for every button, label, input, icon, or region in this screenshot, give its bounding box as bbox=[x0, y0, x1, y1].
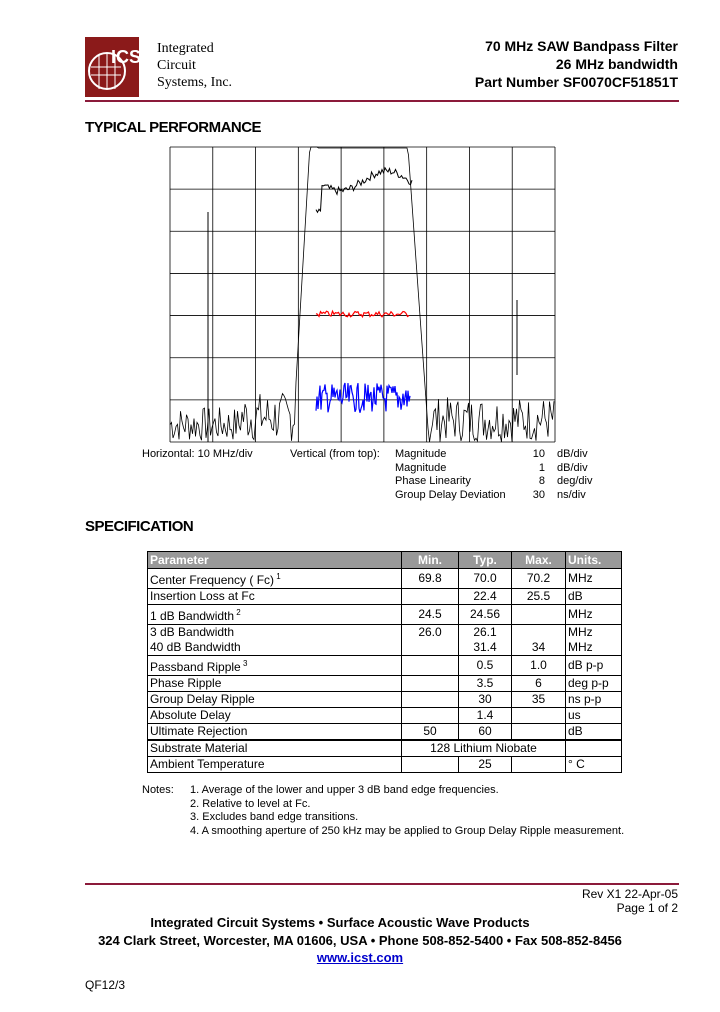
table-row bbox=[148, 656, 622, 676]
param: Insertion Loss at Fc bbox=[148, 589, 402, 605]
legend-unit: dB/div bbox=[557, 448, 588, 460]
footnote-ref: 3 bbox=[240, 659, 248, 668]
part-number: Part Number SF0070CF51851T bbox=[474, 74, 678, 90]
unit: ns p-p bbox=[566, 692, 622, 708]
col-header: Min. bbox=[402, 552, 459, 569]
value: 69.8 bbox=[402, 569, 459, 589]
value: 24.5 bbox=[402, 605, 459, 625]
value: 70.2 bbox=[512, 569, 566, 589]
value bbox=[512, 605, 566, 625]
table-row bbox=[148, 589, 622, 605]
note: 2. Relative to level at Fc. bbox=[190, 797, 311, 810]
notes-label: Notes: bbox=[142, 784, 174, 796]
param: 40 dB Bandwidth bbox=[148, 640, 402, 656]
value: 26.0 bbox=[402, 625, 459, 641]
unit: dB bbox=[566, 589, 622, 605]
value bbox=[402, 676, 459, 692]
horizontal-scale: Horizontal: 10 MHz/div bbox=[142, 448, 253, 460]
table-row bbox=[148, 640, 622, 656]
legend-unit: deg/div bbox=[557, 475, 593, 487]
svg-text:ICS: ICS bbox=[111, 47, 139, 67]
table-row bbox=[148, 708, 622, 724]
footer-line: Integrated Circuit Systems • Surface Acoustic Wave Products bbox=[150, 915, 530, 930]
param: Center Frequency ( Fc) $^1$ bbox=[148, 569, 402, 589]
unit: MHz bbox=[566, 605, 622, 625]
param: Group Delay Ripple bbox=[148, 692, 402, 708]
param: Passband Ripple $^3$ bbox=[148, 656, 402, 676]
table-row bbox=[148, 676, 622, 692]
spec-heading: SPECIFICATION bbox=[85, 518, 194, 535]
col-header: Typ. bbox=[459, 552, 512, 569]
value: 25.5 bbox=[512, 589, 566, 605]
rev: Rev X1 22-Apr-05 bbox=[581, 887, 678, 901]
value: 26.1 bbox=[459, 625, 512, 641]
legend-unit: dB/div bbox=[557, 461, 588, 474]
legend-unit: ns/div bbox=[557, 488, 586, 501]
value: 35 bbox=[512, 692, 566, 708]
phase-linearity-trace bbox=[316, 311, 409, 317]
website-link[interactable]: www.icst.com bbox=[316, 950, 404, 965]
value: 0.5 bbox=[459, 656, 512, 676]
table-row bbox=[148, 692, 622, 708]
value: 70.0 bbox=[459, 569, 512, 589]
title: 70 MHz SAW Bandpass Filter bbox=[485, 38, 678, 54]
value: 34 bbox=[512, 640, 566, 656]
footnote-ref: 2 bbox=[234, 608, 241, 617]
magnitude-1db-trace bbox=[316, 168, 412, 213]
value bbox=[512, 724, 566, 741]
value bbox=[512, 625, 566, 641]
value: 1.4 bbox=[459, 708, 512, 724]
unit: MHz bbox=[566, 569, 622, 589]
value: 30 bbox=[459, 692, 512, 708]
col-header: Units. bbox=[566, 552, 622, 569]
company-line: Systems, Inc. bbox=[157, 75, 233, 90]
table-row bbox=[148, 625, 622, 641]
legend-name: Magnitude bbox=[395, 448, 447, 460]
value: 24.56 bbox=[459, 605, 512, 625]
table-row bbox=[148, 724, 622, 741]
value: 3.5 bbox=[459, 676, 512, 692]
performance-chart bbox=[0, 0, 720, 460]
group-delay-trace bbox=[316, 383, 410, 413]
value: 1.0 bbox=[512, 656, 566, 676]
legend-name: Magnitude bbox=[395, 461, 447, 474]
legend-value: 8 bbox=[538, 475, 545, 487]
divider bbox=[85, 883, 679, 885]
value bbox=[402, 708, 459, 724]
unit: dB p-p bbox=[566, 656, 622, 676]
param: Absolute Delay bbox=[148, 708, 402, 724]
footnote-ref: 1 bbox=[274, 572, 281, 581]
value bbox=[512, 708, 566, 724]
company-line: Integrated bbox=[157, 41, 214, 56]
value: 60 bbox=[459, 724, 512, 741]
note: 3. Excludes band edge transitions. bbox=[190, 811, 359, 823]
value: 128 Lithium Niobate bbox=[402, 740, 566, 757]
legend-name: Phase Linearity bbox=[395, 475, 471, 487]
value: 25 bbox=[459, 757, 512, 773]
performance-heading: TYPICAL PERFORMANCE bbox=[85, 119, 262, 136]
col-header: Parameter bbox=[148, 552, 402, 569]
note: 1. Average of the lower and upper 3 dB band edge frequencies. bbox=[190, 784, 499, 796]
param: Ambient Temperature bbox=[148, 757, 402, 773]
col-header: Max. bbox=[512, 552, 566, 569]
legend-value: 30 bbox=[532, 488, 545, 501]
value bbox=[402, 589, 459, 605]
unit: MHz bbox=[566, 640, 622, 656]
value: 22.4 bbox=[459, 589, 512, 605]
unit: us bbox=[566, 708, 622, 724]
spec-table bbox=[147, 551, 622, 773]
legend-name: Group Delay Deviation bbox=[395, 488, 506, 501]
param: Phase Ripple bbox=[148, 676, 402, 692]
value bbox=[402, 656, 459, 676]
table-row bbox=[148, 569, 622, 589]
value: 6 bbox=[512, 676, 566, 692]
value: 31.4 bbox=[459, 640, 512, 656]
revision bbox=[582, 887, 678, 915]
param: 1 dB Bandwidth $^2$ bbox=[148, 605, 402, 625]
value: 50 bbox=[402, 724, 459, 741]
form-number: QF12/3 bbox=[85, 978, 126, 992]
footer-address: 324 Clark Street, Worcester, MA 01606, USA • Phone 508-852-5400 • Fax 508-852-8456 bbox=[98, 933, 622, 948]
notes-list bbox=[190, 784, 624, 838]
param: 3 dB Bandwidth bbox=[148, 625, 402, 641]
legend-value: 10 bbox=[532, 448, 545, 460]
note: 4. A smoothing aperture of 250 kHz may be applied to Group Delay Ripple measurement. bbox=[190, 824, 625, 837]
unit: deg p-p bbox=[566, 676, 622, 692]
unit: ° C bbox=[566, 757, 622, 773]
value bbox=[402, 640, 459, 656]
value bbox=[402, 692, 459, 708]
param: Ultimate Rejection bbox=[148, 724, 402, 741]
company-line: Circuit bbox=[157, 58, 196, 73]
magnitude-10db-trace bbox=[170, 147, 554, 442]
legend-value: 1 bbox=[538, 461, 545, 474]
bandwidth: 26 MHz bandwidth bbox=[555, 56, 678, 72]
unit: dB bbox=[566, 724, 622, 741]
param: Substrate Material bbox=[148, 740, 402, 757]
unit: MHz bbox=[566, 625, 622, 641]
page-number: Page 1 of 2 bbox=[616, 901, 678, 915]
vertical-scale: Vertical (from top): bbox=[290, 448, 380, 460]
table-row bbox=[148, 605, 622, 625]
